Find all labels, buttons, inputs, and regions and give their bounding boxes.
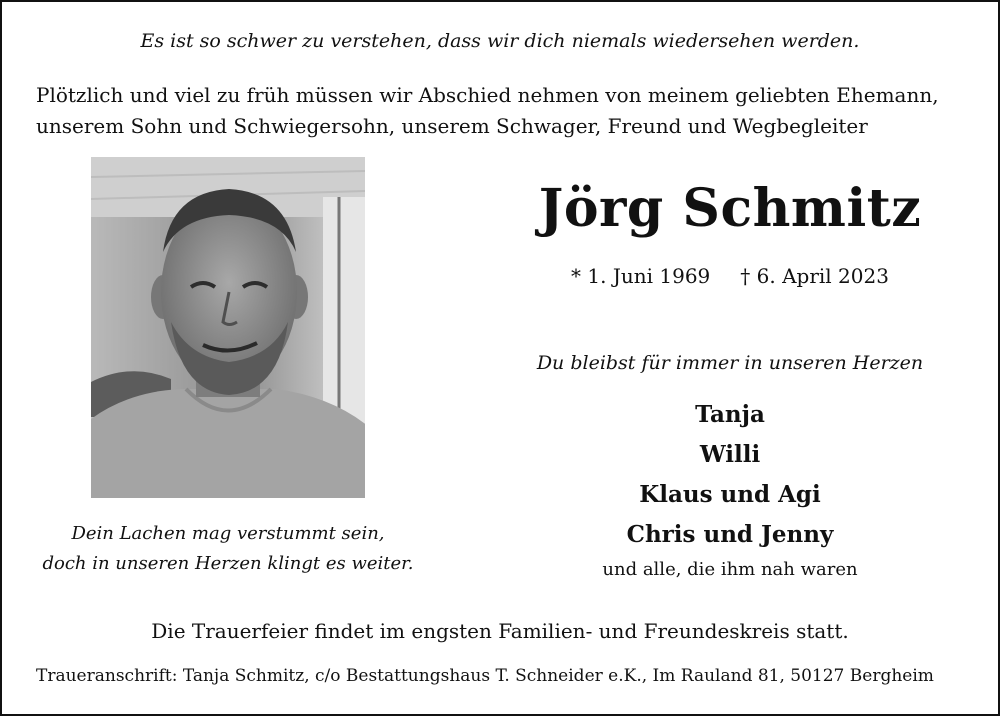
photo-caption-line-1: Dein Lachen mag verstummt sein,	[71, 523, 385, 544]
ceremony-notice: Die Trauerfeier findet im engsten Familien- und Freundeskreis statt.	[151, 619, 849, 643]
mourner-name: Chris und Jenny	[626, 521, 834, 548]
mourners-list	[480, 395, 980, 585]
mourner-name: Klaus und Agi	[639, 481, 821, 508]
intro-line-2: unserem Sohn und Schwiegersohn, unserem Schwager, Freund und Wegbegleiter	[36, 114, 868, 138]
farewell-line: Du bleibst für immer in unseren Herzen	[536, 352, 924, 374]
death-date: † 6. April 2023	[740, 264, 889, 288]
intro-line-1: Plötzlich und viel zu früh müssen wir Abschied nehmen von meinem geliebten Ehemann,	[36, 83, 939, 107]
mourners-others: und alle, die ihm nah waren	[602, 559, 858, 580]
motto: Es ist so schwer zu verstehen, dass wir dich niemals wiedersehen werden.	[140, 30, 860, 52]
photo-caption	[20, 519, 436, 579]
birth-date: * 1. Juni 1969	[571, 264, 711, 288]
life-dates	[480, 264, 980, 288]
portrait-photo	[91, 157, 365, 498]
photo-caption-line-2: doch in unseren Herzen klingt es weiter.	[42, 553, 414, 574]
mourning-address: Traueranschrift: Tanja Schmitz, c/o Bestattungshaus T. Schneider e.K., Im Rauland 81, 50127 Bergheim	[36, 666, 934, 686]
intro-text	[36, 80, 976, 142]
deceased-name: Jörg Schmitz	[538, 178, 922, 239]
mourner-name: Tanja	[695, 401, 765, 428]
mourner-name: Willi	[699, 441, 761, 468]
portrait-illustration	[91, 157, 365, 498]
